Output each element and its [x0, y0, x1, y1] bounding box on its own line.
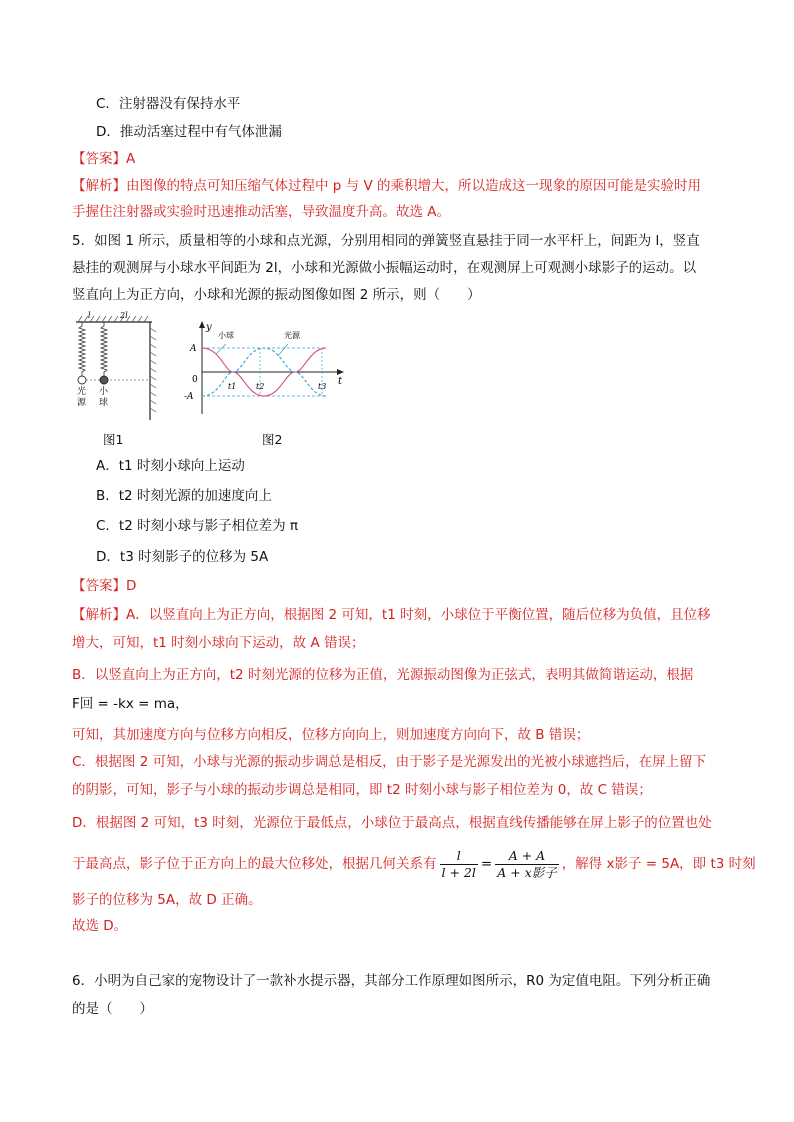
fig2-t3-label: t3: [318, 382, 327, 391]
fig2-ball-label: 小球: [218, 331, 234, 340]
q5-solution-b-line1: B．以竖直向上为正方向，t2 时刻光源的位移为正值，光源振动图像为正弦式，表明其做简谐运动，根据: [72, 667, 694, 683]
fig2-t2-label: t2: [256, 382, 265, 391]
q5-solution-b-formula: F回 = -kx = ma，: [72, 696, 189, 712]
q5-option-b: B．t2 时刻光源的加速度向上: [96, 488, 272, 504]
q5-option-c: C．t2 时刻小球与影子相位差为 π: [96, 518, 299, 534]
q5-solution-d-line2: 于最高点，影子位于正方向上的最大位移处，根据几何关系有 $\frac{l}{l + 2l}$ = $\frac{A + A}{\text{A + x影子}}$ ，解得 x影子 = 5A，即 t3 时刻: [72, 847, 756, 880]
q4-answer: 【答案】A: [72, 151, 136, 167]
fig2-origin-label: 0: [192, 375, 198, 385]
fig2-t1-label: t1: [228, 382, 237, 391]
q4-option-d: D．推动活塞过程中有气体泄漏: [96, 124, 282, 140]
q5-conclusion: 故选 D。: [72, 918, 128, 934]
figure-2: [180, 318, 350, 418]
fig1-l-label: l: [88, 311, 91, 320]
fig1-caption: 图1: [103, 432, 124, 447]
q5-solution-c-line1: C．根据图 2 可知，小球与光源的振动步调总是相反，由于影子是光源发出的光被小球遮挡后，在屏上留下: [72, 754, 707, 770]
fig2-y-axis-label: y: [206, 322, 212, 333]
q5-answer: 【答案】D: [72, 578, 137, 594]
fig2-a-pos-label: A: [190, 344, 197, 354]
fig2-a-neg-label: -A: [184, 392, 194, 402]
q5-stem-line1: 5．如图 1 所示，质量相等的小球和点光源，分别用相同的弹簧竖直悬挂于同一水平杆上，间距为 l，竖直: [72, 233, 700, 249]
fig2-t-axis-label: t: [338, 376, 343, 387]
fig2-caption: 图2: [262, 432, 283, 447]
q5-solution-a-line2: 增大，可知，t1 时刻小球向下运动，故 A 错误；: [72, 635, 365, 651]
q5-stem-line2: 悬挂的观测屏与小球水平间距为 2l，小球和光源做小振幅运动时，在观测屏上可观测小球影子的运动。以: [72, 260, 697, 276]
q4-option-c: C．注射器没有保持水平: [96, 96, 241, 112]
fig1-ball-label: 小球: [99, 387, 109, 408]
q5-solution-d-line3: 影子的位移为 5A，故 D 正确。: [72, 892, 262, 908]
q6-stem-line1: 6．小明为自己家的宠物设计了一款补水提示器，其部分工作原理如图所示，R0 为定值电阻。下列分析正确: [72, 973, 711, 989]
q5-stem-line3: 竖直向上为正方向，小球和光源的振动图像如图 2 所示，则（ ）: [72, 287, 481, 303]
q6-stem-line2: 的是（ ）: [72, 1001, 153, 1017]
q5-solution-c-line2: 的阴影，可知，影子与小球的振动步调总是相同，即 t2 时刻小球与影子相位差为 0，故 C 错误；: [72, 782, 652, 798]
fraction-shadow: $\frac{A + A}{\text{A + x影子}}$: [497, 847, 557, 880]
fig1-2l-label: 2l: [120, 311, 128, 320]
analysis-label: 【解析】: [72, 178, 126, 194]
fraction-l-over-3l: $\frac{l}{l + 2l}$: [441, 847, 476, 880]
q5-solution-a-line1: 【解析】A．以竖直向上为正方向，根据图 2 可知，t1 时刻，小球位于平衡位置，随后位移为负值，且位移: [72, 607, 711, 623]
q4-analysis-line1: 【解析】由图像的特点可知压缩气体过程中 p 与 V 的乘积增大，所以造成这一现象的原因可能是实验时用: [72, 178, 701, 194]
q5-solution-d-line1: D．根据图 2 可知，t3 时刻，光源位于最低点，小球位于最高点，根据直线传播能够在屏上影子的位置也处: [72, 815, 712, 831]
fig2-light-label: 光源: [284, 331, 300, 340]
q5-option-a: A．t1 时刻小球向上运动: [96, 458, 245, 474]
q5-solution-b-line2: 可知，其加速度方向与位移方向相反，位移方向向上，则加速度方向向下，故 B 错误；: [72, 727, 590, 743]
q4-analysis-line2: 手握住注射器或实验时迅速推动活塞，导致温度升高。故选 A。: [72, 204, 451, 220]
fig1-light-label: 光源: [77, 387, 87, 408]
q5-option-d: D．t3 时刻影子的位移为 5A: [96, 549, 269, 565]
